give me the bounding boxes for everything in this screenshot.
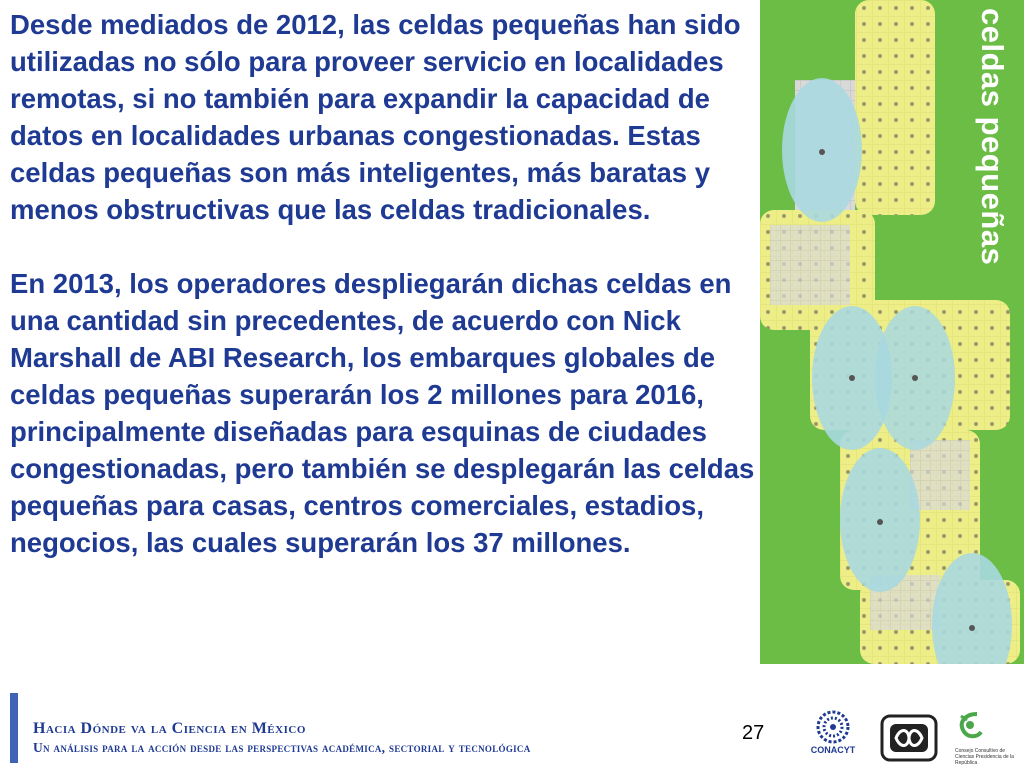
consejo-label: Consejo Consultivo de Ciencias Presidencia de la República <box>955 748 1014 766</box>
slide-body <box>10 6 755 561</box>
footer-subtitle: Un análisis para la acción desde las perspectivas académica, sectorial y tecnológica <box>33 740 531 755</box>
paragraph-2: En 2013, los operadores despliegarán dichas celdas en una cantidad sin precedentes, de acuerdo con Nick Marshall de ABI Research, los embarques globales de celdas pequeñas superarán los 2 millones para 2016, principalmente diseñadas para esquinas de ciudades congestionadas, pero también se desplegarán las celdas pequeñas para casas, centros comerciales, estadios, negocios, las cuales superarán los 37 millones. <box>10 268 755 558</box>
side-title: celdas pequeñas <box>975 8 1010 266</box>
footer-accent-bar <box>10 693 18 763</box>
conacyt-label: CONACYT <box>810 745 856 755</box>
page-number: 27 <box>742 722 765 744</box>
academia-seal-icon <box>880 708 938 766</box>
paragraph-1: Desde mediados de 2012, las celdas pequeñas han sido utilizadas no sólo para proveer servicio en localidades remotas, si no también para expandir la capacidad de datos en localidades urbanas congestionadas. Estas celdas pequeñas son más inteligentes, más baratas y menos obstructivas que las celdas tradicionales. <box>10 9 741 225</box>
conacyt-emblem-icon <box>816 710 850 744</box>
consejo-logo <box>955 710 1023 766</box>
consejo-emblem-icon <box>955 710 985 742</box>
conacyt-logo <box>808 710 858 765</box>
academia-logo <box>880 708 938 766</box>
footer-title: Hacia Dónde va la Ciencia en México <box>33 720 306 737</box>
